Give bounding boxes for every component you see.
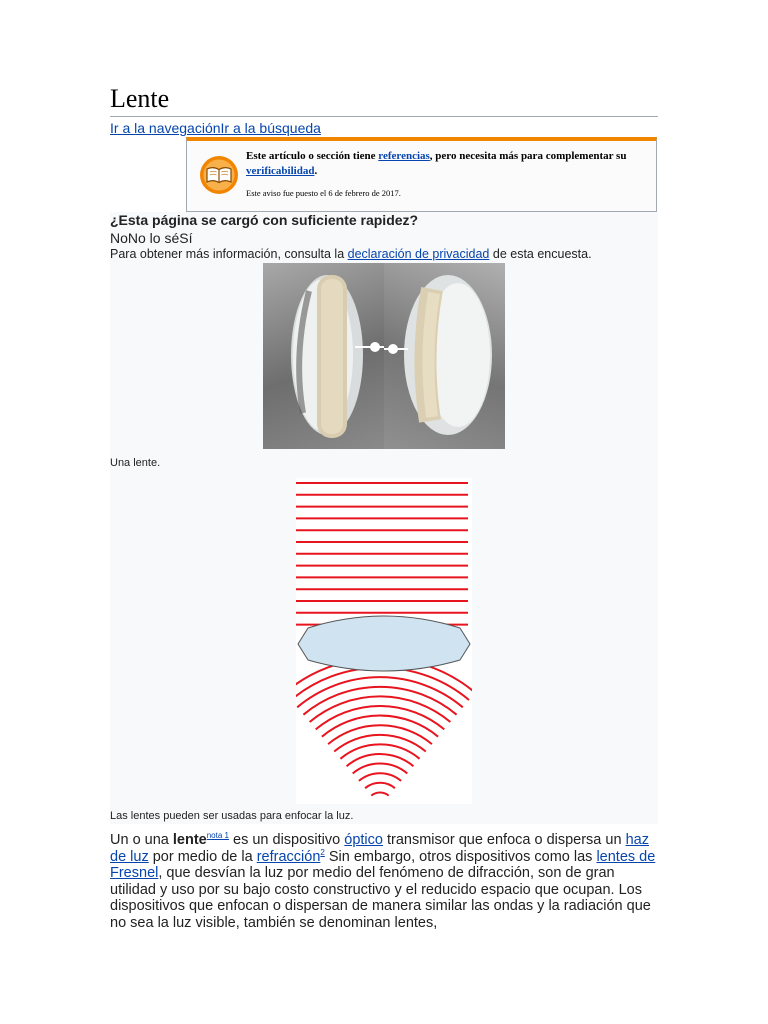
converging-wavefront-arc (334, 735, 426, 752)
notice-date: Este aviso fue puesto el 6 de febrero de 2017. (246, 188, 401, 198)
referencias-link[interactable]: referencias (378, 150, 430, 162)
converging-wavefront-arc (365, 783, 395, 788)
privacy-statement-link[interactable]: declaración de privacidad (347, 247, 490, 261)
verificabilidad-link[interactable]: verificabilidad (246, 165, 315, 177)
references-notice-box (186, 137, 657, 212)
notice-message (246, 149, 646, 179)
converging-wavefront-arc (340, 744, 419, 758)
skip-links (110, 120, 321, 136)
info-text: Para obtener más información, consulta la (110, 247, 348, 261)
book-icon (199, 155, 239, 195)
body-text: , que desvían la luz por medio del fenómeno de difracción, son de gran utilidad y uso por su bajo costo constructivo y el reducido espacio que ocupan. Los dispositivos que enfocan o dispersan de manera similar las ondas y la radiación que no sea la luz visible, también se denominan lentes, (110, 865, 651, 931)
page-title: Lente (110, 84, 658, 117)
article-paragraph (110, 832, 658, 931)
lens-photo-left (263, 263, 384, 449)
info-text: de esta encuesta. (489, 247, 592, 261)
optico-link[interactable]: óptico (344, 832, 383, 848)
body-text: por medio de la (148, 848, 257, 865)
body-text: Sin embargo, otros dispositivos como las (324, 848, 597, 865)
survey-answers[interactable]: NoNo lo séSí (110, 230, 193, 246)
body-text: transmisor que enfoca o dispersa un (382, 832, 626, 848)
body-text: es un dispositivo (228, 832, 345, 848)
notice-text: , pero necesita más para complementar su (429, 150, 627, 162)
lens-photo[interactable] (263, 263, 505, 449)
converging-wavefront-arc (359, 773, 401, 781)
lens-focusing-diagram[interactable] (296, 478, 472, 804)
lentes-de-fresnel-link[interactable]: lentes de Fresnel (110, 848, 656, 881)
converging-wavefront-arc (371, 792, 388, 795)
skip-to-navigation-link[interactable]: Ir a la navegación (110, 120, 221, 136)
survey-question: ¿Esta página se cargó con suficiente rapidez? (110, 212, 419, 228)
lens-shape (298, 616, 470, 671)
refraccion-link[interactable]: refracción (256, 848, 321, 865)
converging-wavefront-arc (353, 764, 408, 774)
converging-wavefronts (296, 658, 472, 796)
incoming-wavefronts (296, 483, 468, 625)
haz-de-luz-link[interactable]: haz de luz (110, 832, 649, 865)
term-bold: lente (172, 832, 207, 848)
notice-text: . (314, 165, 318, 177)
footnote-link[interactable]: nota 1 (206, 831, 229, 841)
survey-privacy-info (110, 247, 592, 261)
lens-photo-right (384, 263, 505, 449)
body-text: Un o una (110, 832, 173, 848)
reference-link[interactable]: 2 (320, 847, 325, 857)
notice-text: Este artículo o sección tiene (246, 150, 379, 162)
skip-to-search-link[interactable]: Ir a la búsqueda (220, 120, 321, 136)
lens-photo-caption: Una lente. (110, 457, 161, 469)
lens-diagram-caption: Las lentes pueden ser usadas para enfocar la luz. (110, 810, 354, 822)
